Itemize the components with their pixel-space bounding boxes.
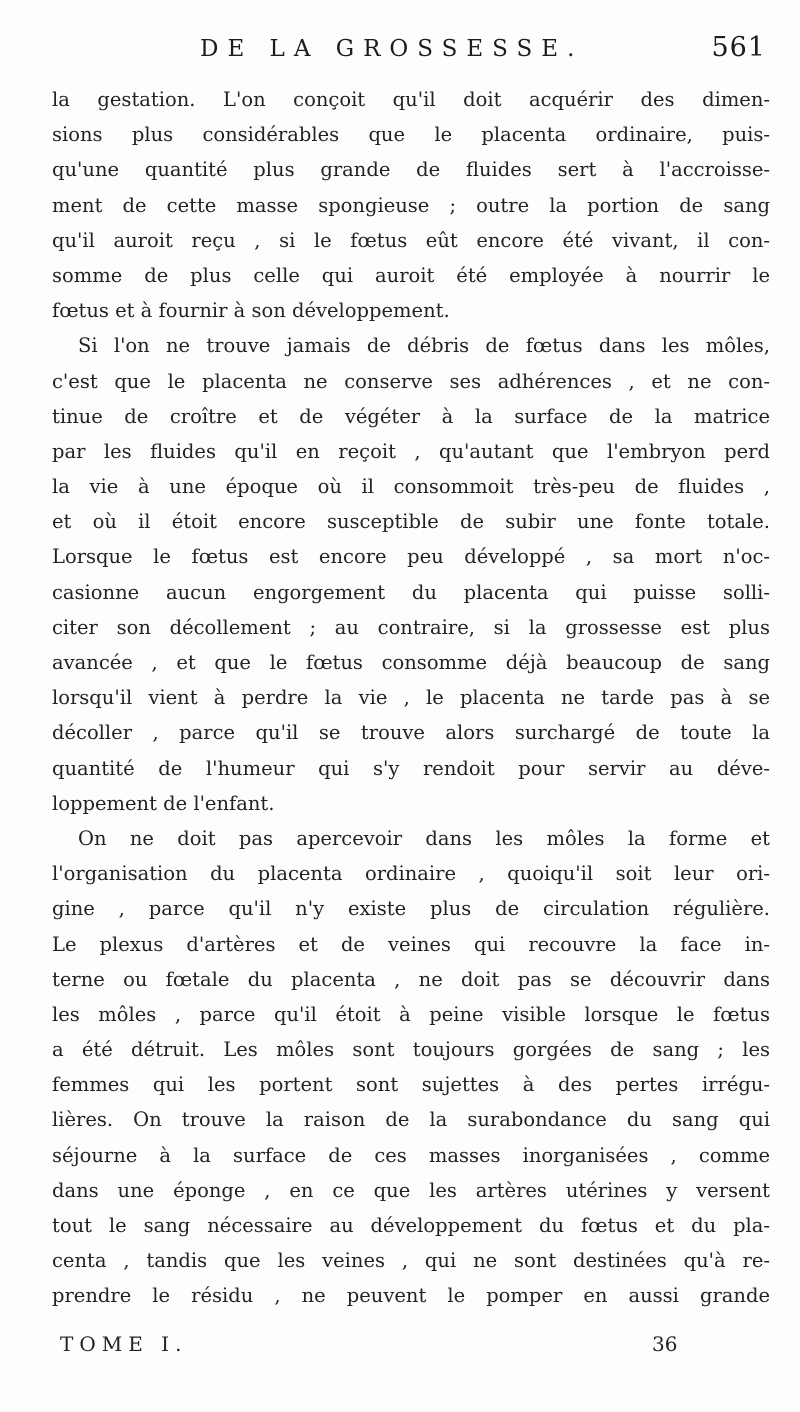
text-line: séjourne à la surface de ces masses inorganisées , comme	[52, 1143, 770, 1167]
signature-mark: 36	[652, 1332, 678, 1356]
text-line: fœtus et à fournir à son développement.	[52, 299, 450, 323]
text-line: Lorsque le fœtus est encore peu développé , sa mort n'oc-	[52, 545, 770, 569]
text-line: c'est que le placenta ne conserve ses adhérences , et ne con-	[52, 369, 770, 393]
text-line: a été détruit. Les môles sont toujours gorgées de sang ; les	[52, 1038, 770, 1062]
page-footer	[60, 1332, 758, 1366]
body-text	[52, 82, 770, 1314]
page-header	[60, 30, 768, 70]
volume-label: TOME I.	[60, 1332, 188, 1356]
text-line: casionne aucun engorgement du placenta qui puisse solli-	[52, 580, 770, 604]
text-line: lorsqu'il vient à perdre la vie , le placenta ne tarde pas à se	[52, 686, 770, 710]
text-line: la gestation. L'on conçoit qu'il doit acquérir des dimen-	[52, 88, 770, 111]
text-line: femmes qui les portent sont sujettes à des pertes irrégu-	[52, 1073, 770, 1097]
text-line: tout le sang nécessaire au développement du fœtus et du pla-	[52, 1214, 770, 1237]
paragraph-start-line: Si l'on ne trouve jamais de débris de fœtus dans les môles,	[78, 334, 770, 358]
text-line: lières. On trouve la raison de la surabondance du sang qui	[52, 1108, 770, 1132]
text-line: Le plexus d'artères et de veines qui recouvre la face in-	[52, 932, 770, 956]
text-line: les môles , parce qu'il étoit à peine visible lorsque le fœtus	[52, 1002, 770, 1026]
text-line: prendre le résidu , ne peuvent le pomper en aussi grande	[52, 1284, 770, 1308]
text-line: centa , tandis que les veines , qui ne sont destinées qu'à re-	[52, 1249, 770, 1273]
text-line: l'organisation du placenta ordinaire , quoiqu'il soit leur ori-	[52, 862, 770, 886]
text-line: sions plus considérables que le placenta ordinaire, puis-	[52, 123, 770, 147]
text-line: somme de plus celle qui auroit été employée à nourrir le	[52, 263, 770, 287]
text-line: par les fluides qu'il en reçoit , qu'autant que l'embryon perd	[52, 439, 770, 463]
text-line: avancée , et que le fœtus consomme déjà beaucoup de sang	[52, 651, 770, 674]
running-title: DE LA GROSSESSE.	[200, 36, 584, 62]
paragraph-start-line: On ne doit pas apercevoir dans les môles la forme et	[78, 826, 770, 850]
text-line: dans une éponge , en ce que les artères utérines y versent	[52, 1178, 770, 1202]
text-line: la vie à une époque où il consommoit très-peu de fluides ,	[52, 475, 770, 499]
text-line: tinue de croître et de végéter à la surface de la matrice	[52, 404, 770, 428]
text-line: qu'il auroit reçu , si le fœtus eût encore été vivant, il con-	[52, 228, 770, 252]
page-number: 561	[711, 32, 766, 63]
text-line: loppement de l'enfant.	[52, 791, 275, 815]
text-line: terne ou fœtale du placenta , ne doit pas se découvrir dans	[52, 967, 770, 991]
text-line: ment de cette masse spongieuse ; outre la portion de sang	[52, 193, 770, 217]
text-line: quantité de l'humeur qui s'y rendoit pour servir au déve-	[52, 756, 770, 780]
text-line: qu'une quantité plus grande de fluides sert à l'accroisse-	[52, 158, 770, 182]
text-line: décoller , parce qu'il se trouve alors surchargé de toute la	[52, 721, 770, 745]
text-line: citer son décollement ; au contraire, si la grossesse est plus	[52, 615, 770, 639]
text-line: gine , parce qu'il n'y existe plus de circulation régulière.	[52, 897, 770, 921]
text-line: et où il étoit encore susceptible de subir une fonte totale.	[52, 510, 770, 534]
